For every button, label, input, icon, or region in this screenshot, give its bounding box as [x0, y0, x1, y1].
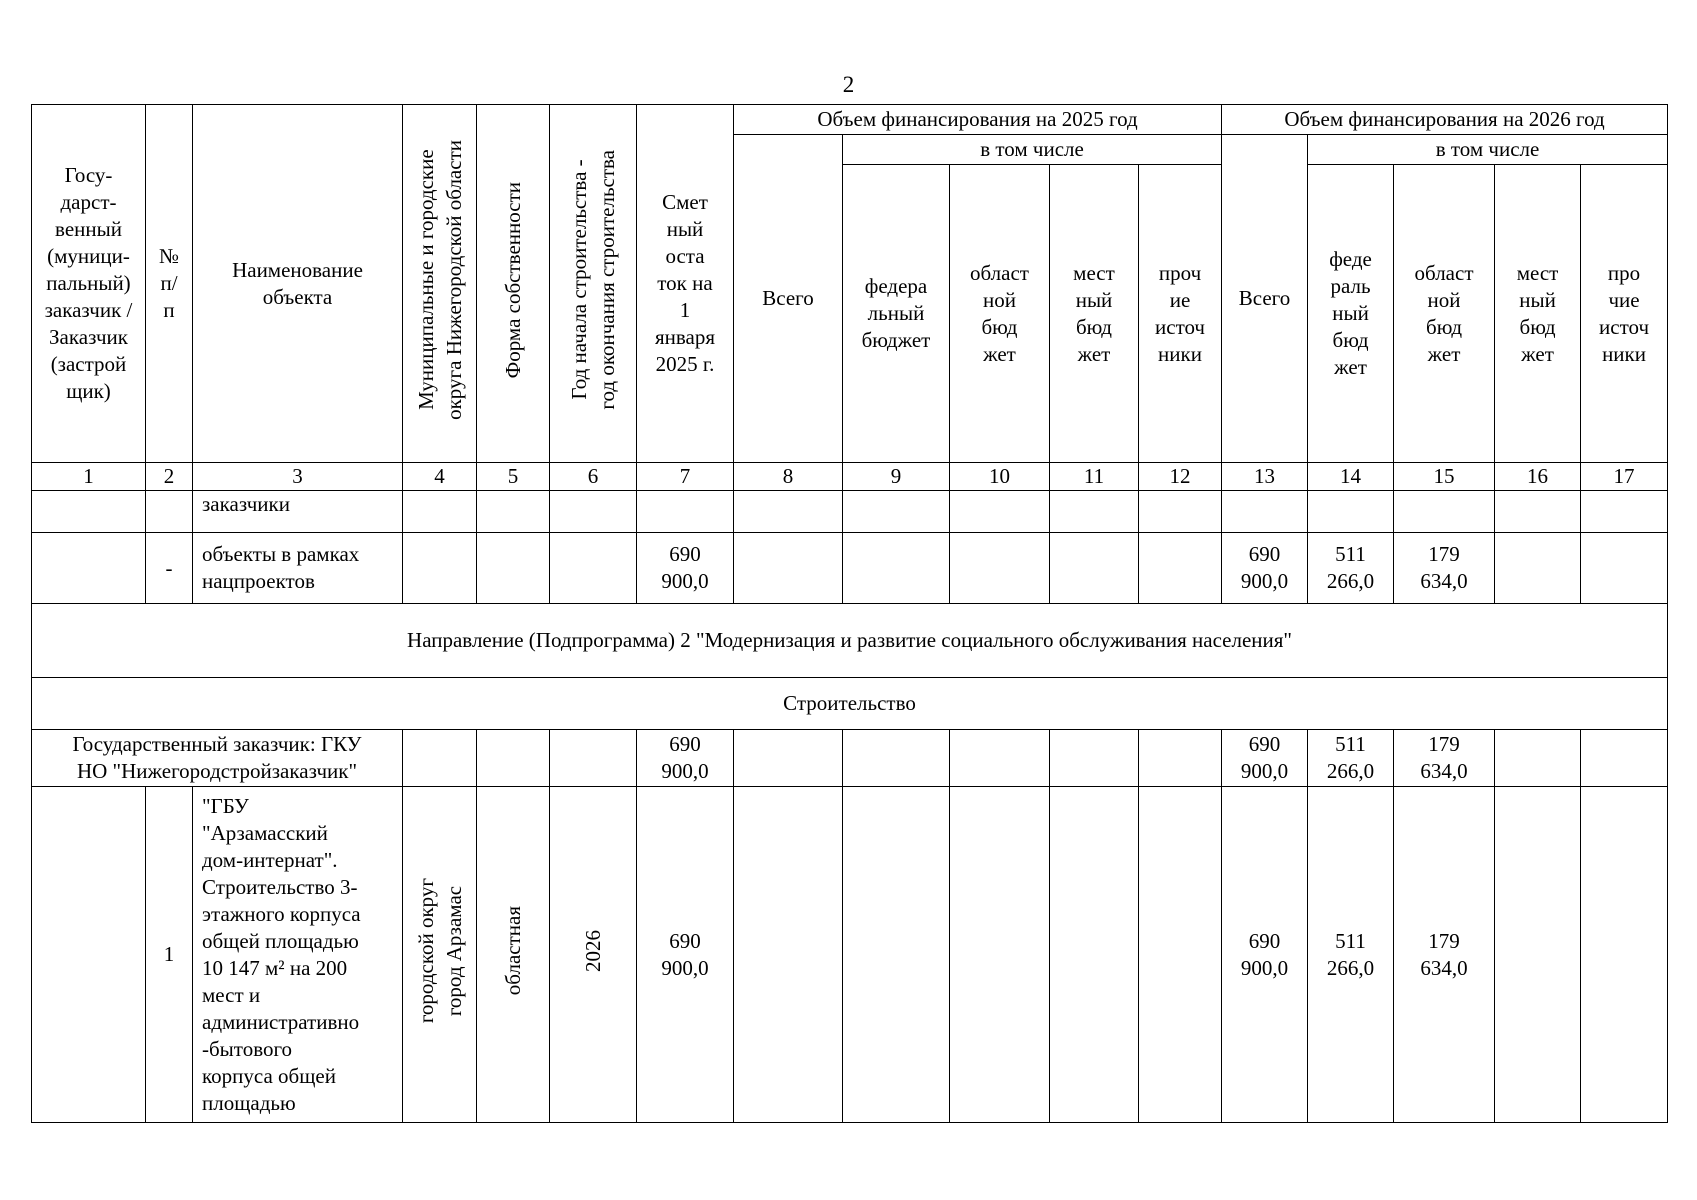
col-number: 2	[146, 463, 193, 491]
header-ownership-text: Форма собственности	[501, 181, 525, 379]
item-1-name: "ГБУ "Арзамасский дом-интернат". Строительство 3- этажного корпуса общей площадью 10 147 м² на 200 мест и административно -бытового корпуса общей площадью	[193, 787, 403, 1123]
item-1-ownership	[477, 787, 550, 1123]
col-number: 7	[637, 463, 734, 491]
state-customer-row	[32, 730, 1668, 787]
page-number: 2	[842, 72, 855, 97]
natproj-name: объекты в рамках нацпроектов	[193, 533, 403, 604]
col-number: 16	[1495, 463, 1581, 491]
header-total-2025: Всего	[734, 135, 843, 463]
header-oth-2025: проч ие источ ники	[1139, 165, 1222, 463]
item-1-municipality	[403, 787, 477, 1123]
header-incl-2025: в том числе	[843, 135, 1222, 165]
col-number: 13	[1222, 463, 1308, 491]
header-customer: Госу- дарст- венный (муници- пальный) заказчик / Заказчик (застрой щик)	[32, 105, 146, 463]
state-customer-fed-2026: 511 266,0	[1308, 730, 1394, 787]
construction-financing-table	[31, 104, 1668, 1123]
header-loc-2026: мест ный бюд жет	[1495, 165, 1581, 463]
header-municipality-text: Муниципальные и городские округа Нижегородской области	[413, 140, 466, 420]
item-1-row	[32, 787, 1668, 1123]
header-total-2026: Всего	[1222, 135, 1308, 463]
header-reg-2025: област ной бюд жет	[950, 165, 1050, 463]
col-number: 5	[477, 463, 550, 491]
state-customer-reg-2026: 179 634,0	[1394, 730, 1495, 787]
col-number: 17	[1581, 463, 1668, 491]
header-fed-2025: федера льный бюджет	[843, 165, 950, 463]
header-reg-2026: област ной бюд жет	[1394, 165, 1495, 463]
natproj-row	[32, 533, 1668, 604]
construction-heading: Строительство	[32, 678, 1668, 730]
header-estimate: Смет ный оста ток на 1 января 2025 г.	[637, 105, 734, 463]
header-oth-2026: про чие источ ники	[1581, 165, 1668, 463]
header-row-number: № п/ п	[146, 105, 193, 463]
customers-row	[32, 491, 1668, 533]
header-ownership	[477, 105, 550, 463]
natproj-fed-2026: 511 266,0	[1308, 533, 1394, 604]
direction-row	[32, 604, 1668, 678]
col-number: 6	[550, 463, 637, 491]
natproj-estimate: 690 900,0	[637, 533, 734, 604]
item-1-num: 1	[146, 787, 193, 1123]
header-object-name: Наименование объекта	[193, 105, 403, 463]
col-number: 12	[1139, 463, 1222, 491]
item-1-estimate: 690 900,0	[637, 787, 734, 1123]
header-loc-2025: мест ный бюд жет	[1050, 165, 1139, 463]
column-number-row	[32, 463, 1668, 491]
item-1-ownership-text: областная	[501, 906, 525, 996]
state-customer-estimate: 690 900,0	[637, 730, 734, 787]
direction-heading: Направление (Подпрограмма) 2 "Модернизация и развитие социального обслуживания населения"	[32, 604, 1668, 678]
item-1-years-text: 2026	[581, 930, 605, 972]
header-row-1	[32, 105, 1668, 135]
col-number: 8	[734, 463, 843, 491]
header-fin-2025: Объем финансирования на 2025 год	[734, 105, 1222, 135]
item-1-years	[550, 787, 637, 1123]
customers-label: заказчики	[193, 491, 403, 533]
col-number: 4	[403, 463, 477, 491]
col-number: 11	[1050, 463, 1139, 491]
natproj-reg-2026: 179 634,0	[1394, 533, 1495, 604]
col-number: 10	[950, 463, 1050, 491]
col-number: 9	[843, 463, 950, 491]
item-1-municipality-text: городской округ город Арзамас	[413, 878, 466, 1024]
state-customer-total-2026: 690 900,0	[1222, 730, 1308, 787]
header-fed-2026: феде раль ный бюд жет	[1308, 165, 1394, 463]
col-number: 15	[1394, 463, 1495, 491]
header-incl-2026: в том числе	[1308, 135, 1668, 165]
construction-row	[32, 678, 1668, 730]
col-number: 1	[32, 463, 146, 491]
state-customer-name: Государственный заказчик: ГКУ НО "Нижегородстройзаказчик"	[32, 730, 403, 787]
natproj-num: -	[146, 533, 193, 604]
header-fin-2026: Объем финансирования на 2026 год	[1222, 105, 1668, 135]
col-number: 14	[1308, 463, 1394, 491]
natproj-total-2026: 690 900,0	[1222, 533, 1308, 604]
item-1-fed-2026: 511 266,0	[1308, 787, 1394, 1123]
item-1-reg-2026: 179 634,0	[1394, 787, 1495, 1123]
header-years-text: Год начала строительства - год окончания строительства	[567, 150, 619, 410]
header-municipality	[403, 105, 477, 463]
header-years	[550, 105, 637, 463]
item-1-total-2026: 690 900,0	[1222, 787, 1308, 1123]
col-number: 3	[193, 463, 403, 491]
